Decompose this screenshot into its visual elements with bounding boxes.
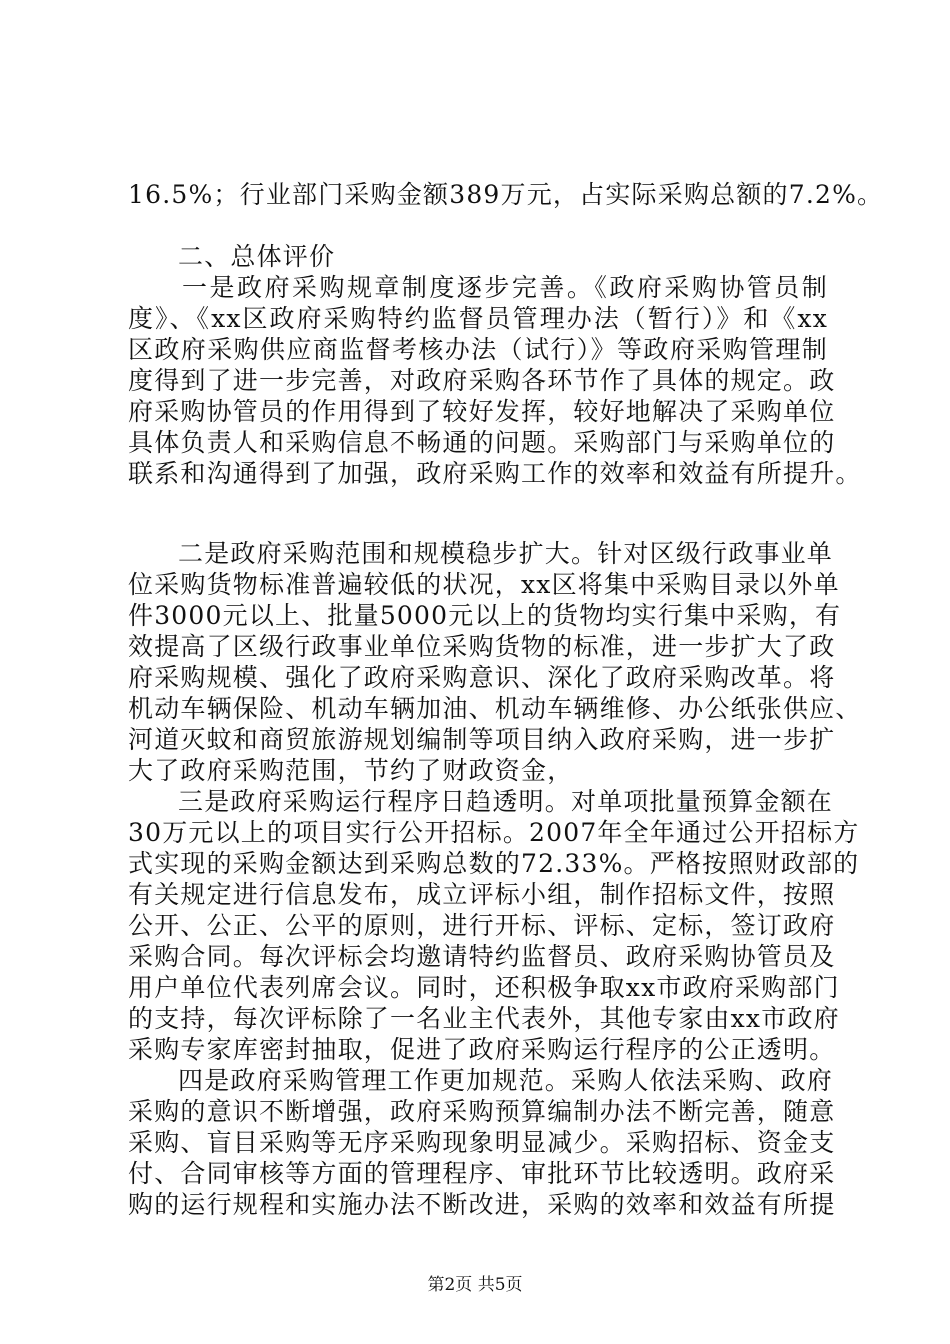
section-heading: 二、总体评价	[178, 242, 336, 271]
text-line: 16.5%；行业部门采购金额389万元，占实际采购总额的7.2%。	[128, 180, 884, 209]
text-line: 联系和沟通得到了加强，政府采购工作的效率和效益有所提升。	[128, 459, 862, 488]
text-line: 30万元以上的项目实行公开招标。2007年全年通过公开招标方	[128, 818, 860, 847]
text-line: 效提高了区级行政事业单位采购货物的标准，进一步扩大了政	[128, 632, 836, 661]
text-line: 一是政府采购规章制度逐步完善。《政府采购协管员制	[182, 273, 828, 302]
text-line: 采购专家库密封抽取，促进了政府采购运行程序的公正透明。	[128, 1035, 836, 1064]
text-line: 府采购规模、强化了政府采购意识、深化了政府采购改革。将	[128, 663, 836, 692]
text-line: 位采购货物标准普遍较低的状况，xx区将集中采购目录以外单	[128, 570, 840, 599]
text-line: 有关规定进行信息发布，成立评标小组，制作招标文件，按照	[128, 880, 836, 909]
text-line: 区政府采购供应商监督考核办法（试行）》等政府采购管理制	[128, 335, 828, 364]
text-line: 四是政府采购管理工作更加规范。采购人依法采购、政府	[178, 1066, 834, 1095]
text-line: 采购的意识不断增强，政府采购预算编制办法不断完善，随意	[128, 1097, 836, 1126]
text-line: 二是政府采购范围和规模稳步扩大。针对区级行政事业单	[178, 539, 834, 568]
text-line: 度得到了进一步完善，对政府采购各环节作了具体的规定。政	[128, 366, 836, 395]
text-line: 的支持，每次评标除了一名业主代表外，其他专家由xx市政府	[128, 1004, 840, 1033]
page-number: 第2页 共5页	[427, 1275, 523, 1295]
text-line: 河道灭蚊和商贸旅游规划编制等项目纳入政府采购，进一步扩	[128, 725, 836, 754]
text-line: 机动车辆保险、机动车辆加油、机动车辆维修、办公纸张供应、	[128, 694, 862, 723]
text-line: 付、合同审核等方面的管理程序、审批环节比较透明。政府采	[128, 1159, 836, 1188]
text-line: 具体负责人和采购信息不畅通的问题。采购部门与采购单位的	[128, 428, 836, 457]
text-line: 件3000元以上、批量5000元以上的货物均实行集中采购，有	[128, 601, 842, 630]
text-line: 采购、盲目采购等无序采购现象明显减少。采购招标、资金支	[128, 1128, 836, 1157]
text-line: 大了政府采购范围，节约了财政资金，	[128, 756, 574, 785]
text-line: 三是政府采购运行程序日趋透明。对单项批量预算金额在	[178, 787, 834, 816]
text-line: 用户单位代表列席会议。同时，还积极争取xx市政府采购部门	[128, 973, 840, 1002]
text-line: 府采购协管员的作用得到了较好发挥，较好地解决了采购单位	[128, 397, 836, 426]
text-line: 公开、公正、公平的原则，进行开标、评标、定标，签订政府	[128, 911, 836, 940]
text-line: 度》、《xx区政府采购特约监督员管理办法（暂行）》和《xx	[128, 304, 828, 333]
text-line: 购的运行规程和实施办法不断改进，采购的效率和效益有所提	[128, 1190, 836, 1219]
text-line: 采购合同。每次评标会均邀请特约监督员、政府采购协管员及	[128, 942, 836, 971]
text-line: 式实现的采购金额达到采购总数的72.33%。严格按照财政部的	[128, 849, 860, 878]
